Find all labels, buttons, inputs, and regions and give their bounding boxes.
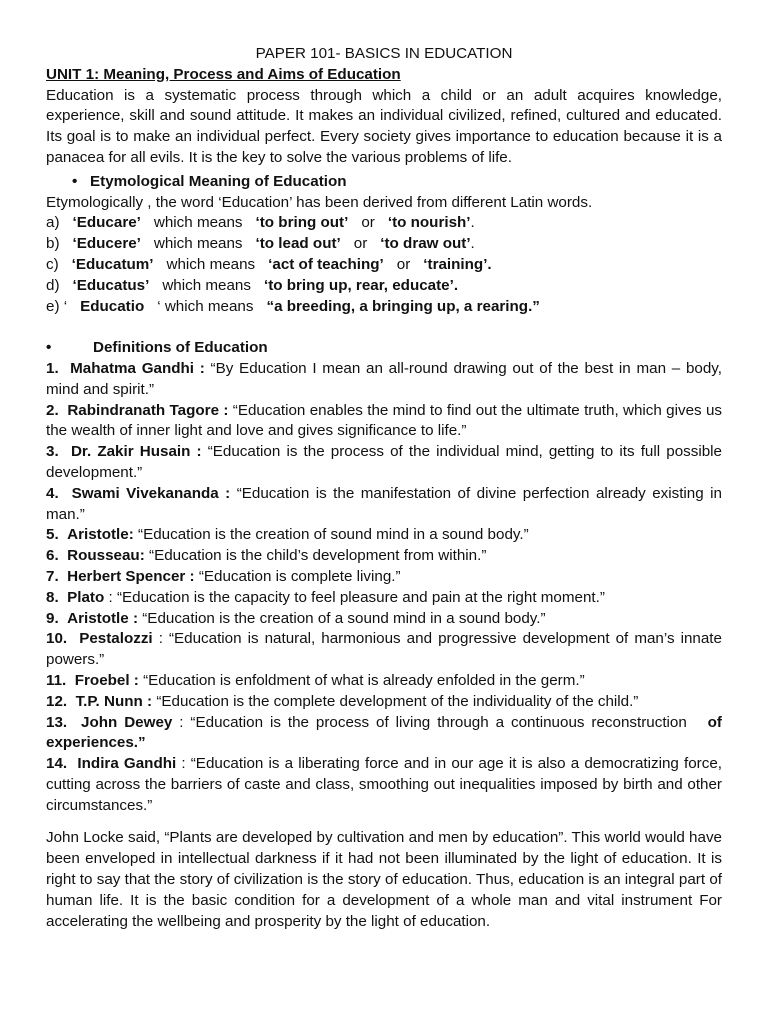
etymology-means: which means xyxy=(166,255,256,273)
definition-quote: “Education is the complete development of the individuality of the child.” xyxy=(156,692,639,710)
bullet-icon: • xyxy=(72,172,78,190)
etymology-item xyxy=(46,276,722,297)
definition-item xyxy=(46,609,722,630)
definition-quote: “Education is the creation of a sound mind in a sound body.” xyxy=(142,609,546,627)
definition-author: Aristotle : xyxy=(67,609,139,627)
definition-author: Froebel : xyxy=(74,671,139,689)
definition-number: 8. xyxy=(46,588,59,606)
etymology-marker: b) xyxy=(46,235,60,253)
etymology-conj: or xyxy=(361,214,375,232)
definition-quote: “Education is enfoldment of what is already enfolded in the germ.” xyxy=(143,671,585,689)
definition-quote: : “Education is the capacity to feel pleasure and pain at the right moment.” xyxy=(108,588,605,606)
etymology-m1: ‘to bring out’ xyxy=(255,214,349,232)
closing-paragraph: John Locke said, “Plants are developed by cultivation and men by education”. This world would have been enveloped in intellectual darkness if it had not been illuminated by the light of education. It is right to say that the story of civilization is the story of education. Thus, education is an integral part of human life. It is the basic condition for a development of a whole man and vital instrument For accelerating the wellbeing and prosperity by the light of education. xyxy=(46,829,722,930)
definition-author: Pestalozzi xyxy=(79,630,153,648)
definition-item xyxy=(46,401,722,443)
bullet-icon: • xyxy=(46,339,52,357)
definition-quote: “Education is the creation of sound mind in a sound body.” xyxy=(138,526,529,544)
etymology-m2: ‘to draw out’ xyxy=(380,235,471,253)
definition-item xyxy=(46,567,722,588)
etymology-means: ‘ which means xyxy=(157,297,254,315)
etymology-conj: or xyxy=(353,235,368,253)
definition-number: 4. xyxy=(46,484,59,502)
etymology-m1: ‘to bring up, rear, educate’. xyxy=(263,276,459,294)
definition-item xyxy=(46,442,722,484)
definition-number: 9. xyxy=(46,609,59,627)
definitions-heading xyxy=(46,338,722,359)
definition-quote: “By Education I mean an all-round drawing out of the best in man – body, mind and spirit.” xyxy=(46,359,722,398)
definition-author: Dr. Zakir Husain : xyxy=(70,443,202,461)
definition-number: 13. xyxy=(46,713,68,731)
definition-number: 7. xyxy=(46,567,59,585)
definitions-list xyxy=(46,359,722,817)
etymology-item xyxy=(46,297,722,318)
etymology-word: ‘Educatus’ xyxy=(72,276,150,294)
definition-author: Indira Gandhi xyxy=(77,755,177,773)
etymology-item xyxy=(46,213,722,234)
definition-quote: : “Education is the process of living through a continuous reconstruction xyxy=(179,713,687,731)
etymology-list xyxy=(46,213,722,317)
etymology-word: ‘Educatum’ xyxy=(71,255,154,273)
etymology-marker: e) ‘ xyxy=(46,297,68,315)
etymology-marker: a) xyxy=(46,214,60,232)
definition-number: 10. xyxy=(46,630,68,648)
etymology-item xyxy=(46,255,722,276)
etymology-means: which means xyxy=(162,276,251,294)
definition-number: 1. xyxy=(46,359,59,377)
definition-item xyxy=(46,525,722,546)
etymology-word: Educatio xyxy=(80,297,145,315)
definition-number: 11. xyxy=(46,671,67,689)
definition-author: Aristotle: xyxy=(67,526,134,544)
etymology-item xyxy=(46,234,722,255)
etymology-m1: ‘act of teaching’ xyxy=(268,255,384,273)
definition-author: Mahatma Gandhi : xyxy=(70,359,205,377)
definition-author: Plato xyxy=(67,588,105,606)
definition-quote: “Education enables the mind to find out the ultimate truth, which gives us the wealth of inner light and love and gives significance to life.” xyxy=(46,401,722,440)
definition-author: T.P. Nunn : xyxy=(75,692,153,710)
definition-number: 5. xyxy=(46,526,59,544)
unit-heading: UNIT 1: Meaning, Process and Aims of Education xyxy=(46,65,401,83)
definition-item xyxy=(46,671,722,692)
etymology-lead: Etymologically , the word ‘Education’ has been derived from different Latin words. xyxy=(46,193,593,211)
definition-quote: “Education is the process of the individual mind, getting to its full possible development.” xyxy=(46,443,722,481)
etymology-conj: or xyxy=(396,255,411,273)
definition-quote-tail: of experiences.” xyxy=(46,713,722,752)
definition-item xyxy=(46,484,722,526)
etymology-m2: ‘to nourish’ xyxy=(387,214,471,232)
definition-author: Rousseau: xyxy=(67,547,145,565)
definition-item xyxy=(46,692,722,713)
intro-paragraph: Education is a systematic process through which a child or an adult acquires knowledge, experience, skill and sound attitude. It makes an individual civilized, refined, cultured and educated. Its goal is to make an individual perfect. Every society gives importance to education because it is a panacea for all evils. It is the key to solve the various problems of life. xyxy=(46,86,722,166)
definition-number: 2. xyxy=(46,401,59,419)
definition-item xyxy=(46,629,722,671)
etymology-word: ‘Educere’ xyxy=(72,235,141,253)
definition-quote: “Education is the child’s development from within.” xyxy=(149,547,487,565)
definition-item xyxy=(46,588,722,609)
etymology-end: . xyxy=(470,214,475,232)
definition-item xyxy=(46,359,722,401)
etymology-m1: ‘to lead out’ xyxy=(255,235,341,253)
etymology-m1: “a breeding, a bringing up, a rearing.” xyxy=(266,297,540,315)
etymology-word: ‘Educare’ xyxy=(72,214,141,232)
paper-title: PAPER 101- BASICS IN EDUCATION xyxy=(255,45,513,62)
etymology-heading xyxy=(46,172,722,193)
definition-number: 12. xyxy=(46,692,68,710)
definition-author: Rabindranath Tagore : xyxy=(67,401,229,419)
definition-quote: “Education is the manifestation of divine perfection already existing in man.” xyxy=(46,484,722,523)
document-page xyxy=(46,44,722,932)
definition-quote: : “Education is a liberating force and in our age it is also a democratizing force, cutting across the barriers of caste and class, smoothing out inequalities imposed by birth and other circumstances.” xyxy=(46,755,722,814)
definition-quote: : “Education is natural, harmonious and progressive development of man’s innate powers.” xyxy=(46,630,722,669)
definition-item xyxy=(46,713,722,755)
definition-item xyxy=(46,546,722,567)
definition-author: John Dewey xyxy=(81,713,173,731)
definition-number: 14. xyxy=(46,755,68,773)
definitions-heading-text: Definitions of Education xyxy=(93,339,268,357)
definition-item xyxy=(46,754,722,816)
etymology-means: which means xyxy=(153,214,243,232)
etymology-marker: c) xyxy=(46,255,59,273)
etymology-heading-text: Etymological Meaning of Education xyxy=(90,172,347,190)
definition-quote: “Education is complete living.” xyxy=(198,567,401,585)
etymology-marker: d) xyxy=(46,276,60,294)
definition-number: 3. xyxy=(46,443,59,461)
definition-author: Swami Vivekananda : xyxy=(71,484,231,502)
etymology-m2: ‘training’. xyxy=(423,255,492,273)
definition-number: 6. xyxy=(46,547,59,565)
etymology-end: . xyxy=(470,235,475,253)
definition-author: Herbert Spencer : xyxy=(67,567,195,585)
etymology-means: which means xyxy=(153,235,243,253)
